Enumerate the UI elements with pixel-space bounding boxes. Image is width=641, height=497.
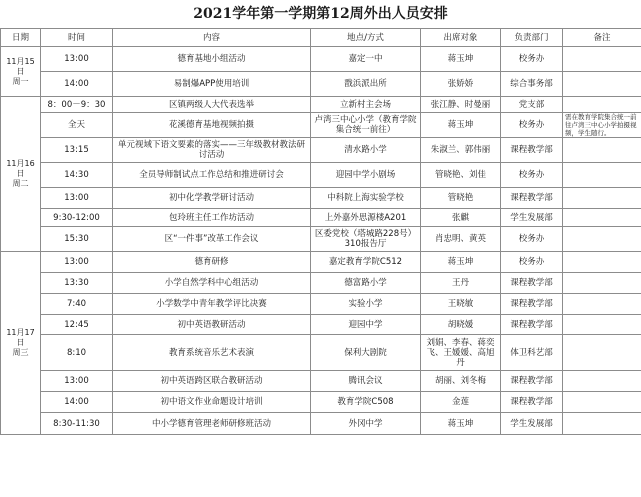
content-cell: 单元视域下语文要素的落实——三年级教材教法研讨活动 [113,138,311,163]
note-cell [563,273,641,294]
attendee-cell: 王丹 [421,273,501,294]
attendee-cell: 胡丽、刘冬梅 [421,371,501,392]
dept-cell: 校务办 [501,163,563,188]
dept-cell: 校务办 [501,113,563,138]
date-line: 周一 [12,76,29,86]
attendee-cell: 朱淑兰、郭伟丽 [421,138,501,163]
place-cell: 教育学院C508 [311,392,421,413]
time-cell: 14:00 [41,72,113,97]
dept-cell: 学生发展部 [501,209,563,227]
attendee-cell: 张娇娇 [421,72,501,97]
place-cell: 外冈中学 [311,413,421,435]
place-cell: 中科院上海实验学校 [311,188,421,209]
date-line: 11月16日 [6,159,35,178]
place-cell: 上外嘉外思源楼A201 [311,209,421,227]
table-row [1,294,641,315]
header-dept: 负责部门 [501,29,563,47]
content-cell: 初中英语跨区联合教研活动 [113,371,311,392]
content-cell: 区“一件事”改革工作会议 [113,227,311,252]
place-cell: 迎园中学小剧场 [311,163,421,188]
attendee-cell: 蒋玉坤 [421,113,501,138]
content-cell: 中小学德育管理老师研修班活动 [113,413,311,435]
header-date: 日期 [1,29,41,47]
place-cell: 清水路小学 [311,138,421,163]
dept-cell: 校务办 [501,227,563,252]
content-cell: 区镇两级人大代表选举 [113,97,311,113]
table-row [1,392,641,413]
note-cell [563,72,641,97]
table-row [1,413,641,435]
date-cell [1,47,41,97]
content-cell: 教育系统音乐艺术表演 [113,335,311,371]
header-content: 内容 [113,29,311,47]
schedule-table [0,28,641,435]
dept-cell: 学生发展部 [501,413,563,435]
dept-cell: 体卫科艺部 [501,335,563,371]
table-row [1,273,641,294]
date-line: 周二 [12,179,29,188]
dept-cell: 课程教学部 [501,188,563,209]
place-cell: 实验小学 [311,294,421,315]
table-row [1,72,641,97]
table-row [1,227,641,252]
place-cell: 保利大剧院 [311,335,421,371]
place-cell: 嘉定教育学院C512 [311,252,421,273]
date-line: 11月17日 [6,328,35,347]
table-row [1,138,641,163]
content-cell: 初中化学教学研讨活动 [113,188,311,209]
content-cell: 包玲班主任工作坊活动 [113,209,311,227]
dept-cell: 课程教学部 [501,371,563,392]
note-cell [563,413,641,435]
attendee-cell: 管晓艳、刘佳 [421,163,501,188]
table-row [1,163,641,188]
header-time: 时间 [41,29,113,47]
time-cell: 13:00 [41,188,113,209]
dept-cell: 课程教学部 [501,392,563,413]
attendee-cell: 肖忠明、黄英 [421,227,501,252]
time-cell: 15:30 [41,227,113,252]
note-cell [563,209,641,227]
time-cell: 8：00－9：30 [41,97,113,113]
content-cell: 易制爆APP使用培训 [113,72,311,97]
attendee-cell: 胡晓媛 [421,315,501,335]
table-row [1,315,641,335]
note-cell [563,294,641,315]
schedule-body [1,47,641,435]
time-cell: 7:40 [41,294,113,315]
table-row [1,188,641,209]
date-line: 11月15日 [6,56,35,76]
time-cell: 9:30-12:00 [41,209,113,227]
note-cell [563,188,641,209]
dept-cell: 校务办 [501,47,563,72]
dept-cell: 课程教学部 [501,138,563,163]
content-cell: 初中英语教研活动 [113,315,311,335]
dept-cell: 校务办 [501,252,563,273]
date-cell [1,97,41,252]
time-cell: 8:10 [41,335,113,371]
header-place: 地点/方式 [311,29,421,47]
content-cell: 德育研修 [113,252,311,273]
place-cell: 迎园中学 [311,315,421,335]
place-cell: 卢湾三中心小学（教育学院集合统一前往） [311,113,421,138]
dept-cell: 课程教学部 [501,315,563,335]
attendee-cell: 刘娟、李春、蒋奕飞、王媛媛、高旭丹 [421,335,501,371]
attendee-cell: 蒋玉坤 [421,47,501,72]
content-cell: 初中语文作业命题设计培训 [113,392,311,413]
note-cell [563,252,641,273]
time-cell: 8:30-11:30 [41,413,113,435]
header-note: 备注 [563,29,641,47]
time-cell: 13:00 [41,371,113,392]
dept-cell: 综合事务部 [501,72,563,97]
place-cell: 德富路小学 [311,273,421,294]
table-row [1,371,641,392]
table-row [1,335,641,371]
attendee-cell: 张江静、时曼丽 [421,97,501,113]
place-cell: 区委党校（塔城路228号）310报告厅 [311,227,421,252]
table-row [1,47,641,72]
time-cell: 13:15 [41,138,113,163]
attendee-cell: 王晓敏 [421,294,501,315]
table-row [1,209,641,227]
note-cell [563,163,641,188]
time-cell: 13:00 [41,252,113,273]
table-row [1,252,641,273]
note-cell: 需在教育学院集合统一前往卢湾三中心小学拍摄视频，学生随行。 [563,113,641,138]
header-row [1,29,641,47]
time-cell: 13:00 [41,47,113,72]
date-line: 周三 [12,348,29,357]
attendee-cell: 蒋玉坤 [421,252,501,273]
note-cell [563,315,641,335]
note-cell [563,227,641,252]
time-cell: 全天 [41,113,113,138]
place-cell: 立新村主会场 [311,97,421,113]
note-cell [563,371,641,392]
note-cell [563,47,641,72]
dept-cell: 课程教学部 [501,294,563,315]
time-cell: 12:45 [41,315,113,335]
attendee-cell: 蒋玉坤 [421,413,501,435]
attendee-cell: 张麒 [421,209,501,227]
content-cell: 全员导师制试点工作总结和推进研讨会 [113,163,311,188]
content-cell: 小学自然学科中心组活动 [113,273,311,294]
date-cell [1,252,41,435]
note-cell [563,335,641,371]
table-row [1,113,641,138]
note-cell [563,392,641,413]
place-cell: 嘉定一中 [311,47,421,72]
place-cell: 戬浜派出所 [311,72,421,97]
note-cell [563,97,641,113]
note-cell [563,138,641,163]
place-cell: 腾讯会议 [311,371,421,392]
time-cell: 14:00 [41,392,113,413]
dept-cell: 党支部 [501,97,563,113]
attendee-cell: 金莲 [421,392,501,413]
page-title: 2021学年第一学期第12周外出人员安排 [193,6,448,22]
table-row [1,97,641,113]
time-cell: 13:30 [41,273,113,294]
time-cell: 14:30 [41,163,113,188]
content-cell: 花溪德育基地视频拍摄 [113,113,311,138]
header-attendee: 出席对象 [421,29,501,47]
content-cell: 德育基地小组活动 [113,47,311,72]
attendee-cell: 管晓艳 [421,188,501,209]
content-cell: 小学数学中青年教学评比决赛 [113,294,311,315]
dept-cell: 课程教学部 [501,273,563,294]
